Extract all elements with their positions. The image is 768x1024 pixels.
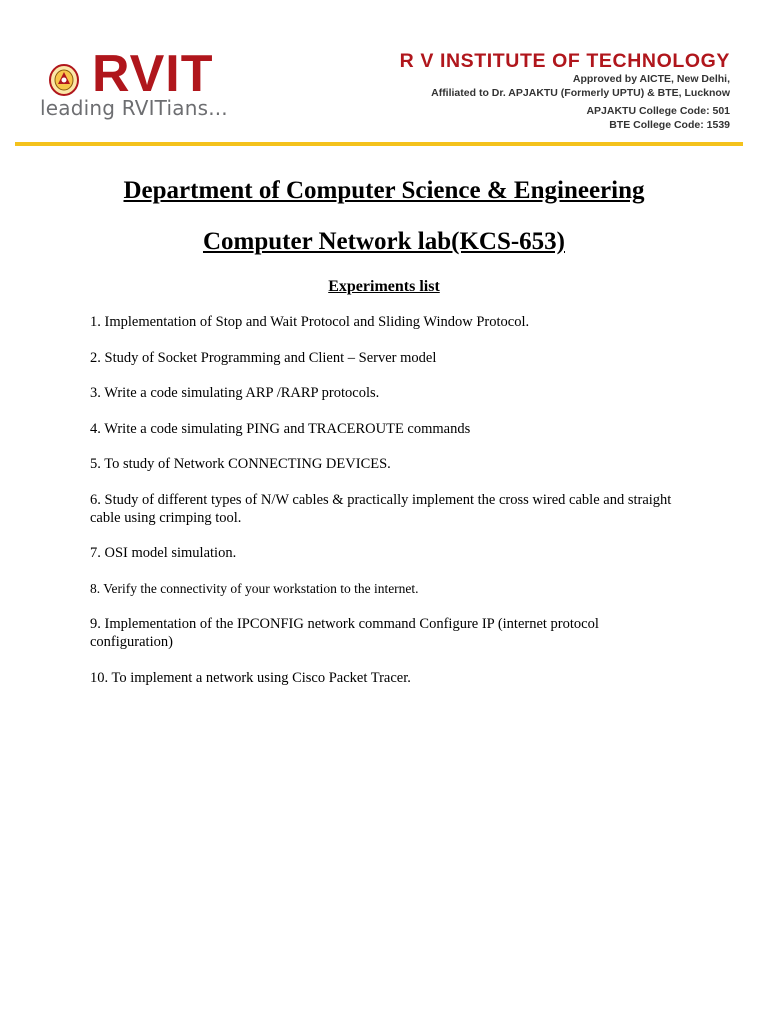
affiliation-line: Affiliated to Dr. APJAKTU (Formerly UPTU) & BTE, Lucknow bbox=[431, 87, 730, 99]
institute-seal-icon bbox=[38, 56, 94, 98]
course-title: Computer Network lab(KCS-653) bbox=[202, 228, 565, 255]
department-title: Department of Computer Science & Engineering bbox=[123, 177, 645, 204]
institute-logo bbox=[38, 45, 248, 126]
list-item: 9. Implementation of the IPCONFIG network command Configure IP (internet protocol configuration) bbox=[90, 616, 599, 650]
brand-wordmark: RVIT bbox=[92, 45, 214, 103]
approval-line: Approved by AICTE, New Delhi, bbox=[572, 73, 730, 85]
document-body bbox=[0, 170, 768, 704]
header-divider bbox=[15, 142, 743, 146]
list-item: 5. To study of Network CONNECTING DEVICES. bbox=[90, 456, 391, 472]
list-item: 2. Study of Socket Programming and Client – Server model bbox=[90, 349, 437, 366]
experiments-list bbox=[90, 313, 680, 687]
brand-tagline: leading RVITians... bbox=[40, 96, 228, 120]
list-item: 4. Write a code simulating PING and TRACEROUTE commands bbox=[90, 420, 471, 437]
apjaktu-code: APJAKTU College Code: 501 bbox=[586, 105, 730, 117]
institute-name: R V INSTITUTE OF TECHNOLOGY bbox=[399, 50, 730, 72]
list-item: 10. To implement a network using Cisco Packet Tracer. bbox=[90, 669, 411, 686]
list-item: 1. Implementation of Stop and Wait Protocol and Sliding Window Protocol. bbox=[90, 314, 530, 330]
list-heading: Experiments list bbox=[328, 278, 440, 295]
list-item: 7. OSI model simulation. bbox=[90, 545, 237, 561]
list-item: 6. Study of different types of N/W cables & practically implement the cross wired cable and straight cable using crimping tool. bbox=[90, 491, 672, 526]
list-item: 8. Verify the connectivity of your workstation to the internet. bbox=[90, 580, 419, 596]
institute-details bbox=[400, 50, 730, 132]
letterhead bbox=[0, 0, 768, 150]
list-item: 3. Write a code simulating ARP /RARP protocols. bbox=[90, 385, 380, 401]
bte-code: BTE College Code: 1539 bbox=[609, 119, 730, 131]
